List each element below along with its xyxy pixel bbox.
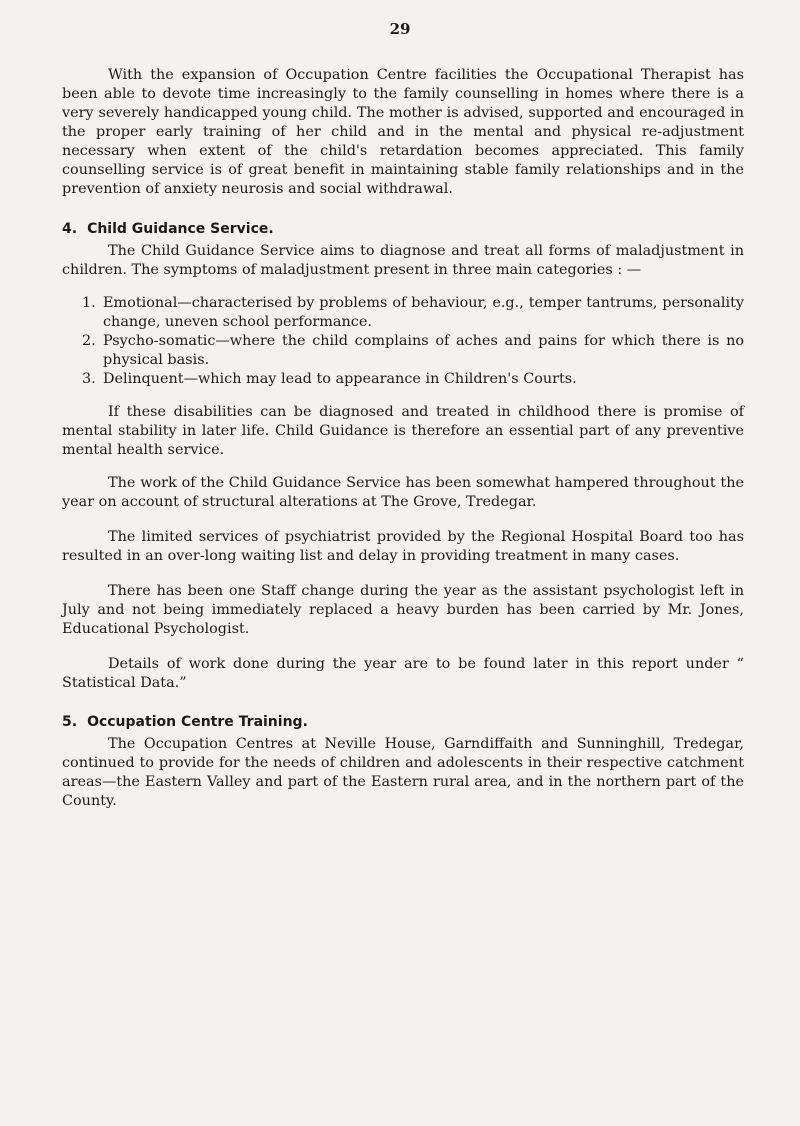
paragraph-psychiatrist-services: The limited services of psychiatrist provided by the Regional Hospital Board too has resulted in an over-long waiting list and delay in providing treatment in many cases. [62,529,744,564]
list-item-number: 1. [82,295,96,311]
section-5-number: 5. [62,714,78,730]
list-item-text: Psycho-somatic—where the child complains of aches and pains for which there is no physical basis. [103,333,744,368]
list-item-number: 2. [82,333,96,349]
body-text [62,66,744,811]
paragraph-family-counselling: With the expansion of Occupation Centre facilities the Occupational Therapist has been able to devote time increasingly to the family counselling in homes where there is a very severely handicapped young child. The mother is advised, supported and encouraged in the proper early training of her child and in the mental and physical re-adjustment necessary when extent of the child's retardation becomes appreciated. This family counselling service is of great benefit in maintaining stable family relationships and in the prevention of anxiety neurosis and social withdrawal. [62,67,744,197]
page-number: 29 [389,20,411,38]
section-4-heading [62,220,744,239]
section-4-intro: The Child Guidance Service aims to diagnose and treat all forms of maladjustment in children. The symptoms of maladjustment present in three main categories : — [62,243,744,278]
paragraph-disabilities: If these disabilities can be diagnosed and treated in childhood there is promise of mental stability in later life. Child Guidance is therefore an essential part of any preventive mental health service. [62,404,744,458]
section-5-title: Occupation Centre Training. [87,714,308,730]
section-4-number: 4. [62,221,78,237]
section-4-title: Child Guidance Service. [87,221,274,237]
section-5-heading [62,713,744,732]
paragraph-staff-change: There has been one Staff change during the year as the assistant psychologist left in July and not being immediately replaced a heavy burden has been carried by Mr. Jones, Educational Psychologist. [62,583,744,637]
list-item-number: 3. [82,371,96,387]
list-item [82,332,744,370]
list-item-text: Delinquent—which may lead to appearance in Children's Courts. [103,371,577,387]
paragraph-statistical-data: Details of work done during the year are to be found later in this report under “ Statistical Data.” [62,656,744,691]
list-item [82,294,744,332]
paragraph-occupation-centres: The Occupation Centres at Neville House, Garndiffaith and Sunninghill, Tredegar, continued to provide for the needs of children and adolescents in their respective catchment areas—the Eastern Valley and part of the Eastern rural area, and in the northern part of the County. [62,736,744,809]
maladjustment-categories-list [62,294,744,389]
paragraph-hampered-work: The work of the Child Guidance Service has been somewhat hampered throughout the year on account of structural alterations at The Grove, Tredegar. [62,475,744,510]
list-item [82,370,744,389]
list-item-text: Emotional—characterised by problems of behaviour, e.g., temper tantrums, personality change, uneven school performance. [103,295,744,330]
